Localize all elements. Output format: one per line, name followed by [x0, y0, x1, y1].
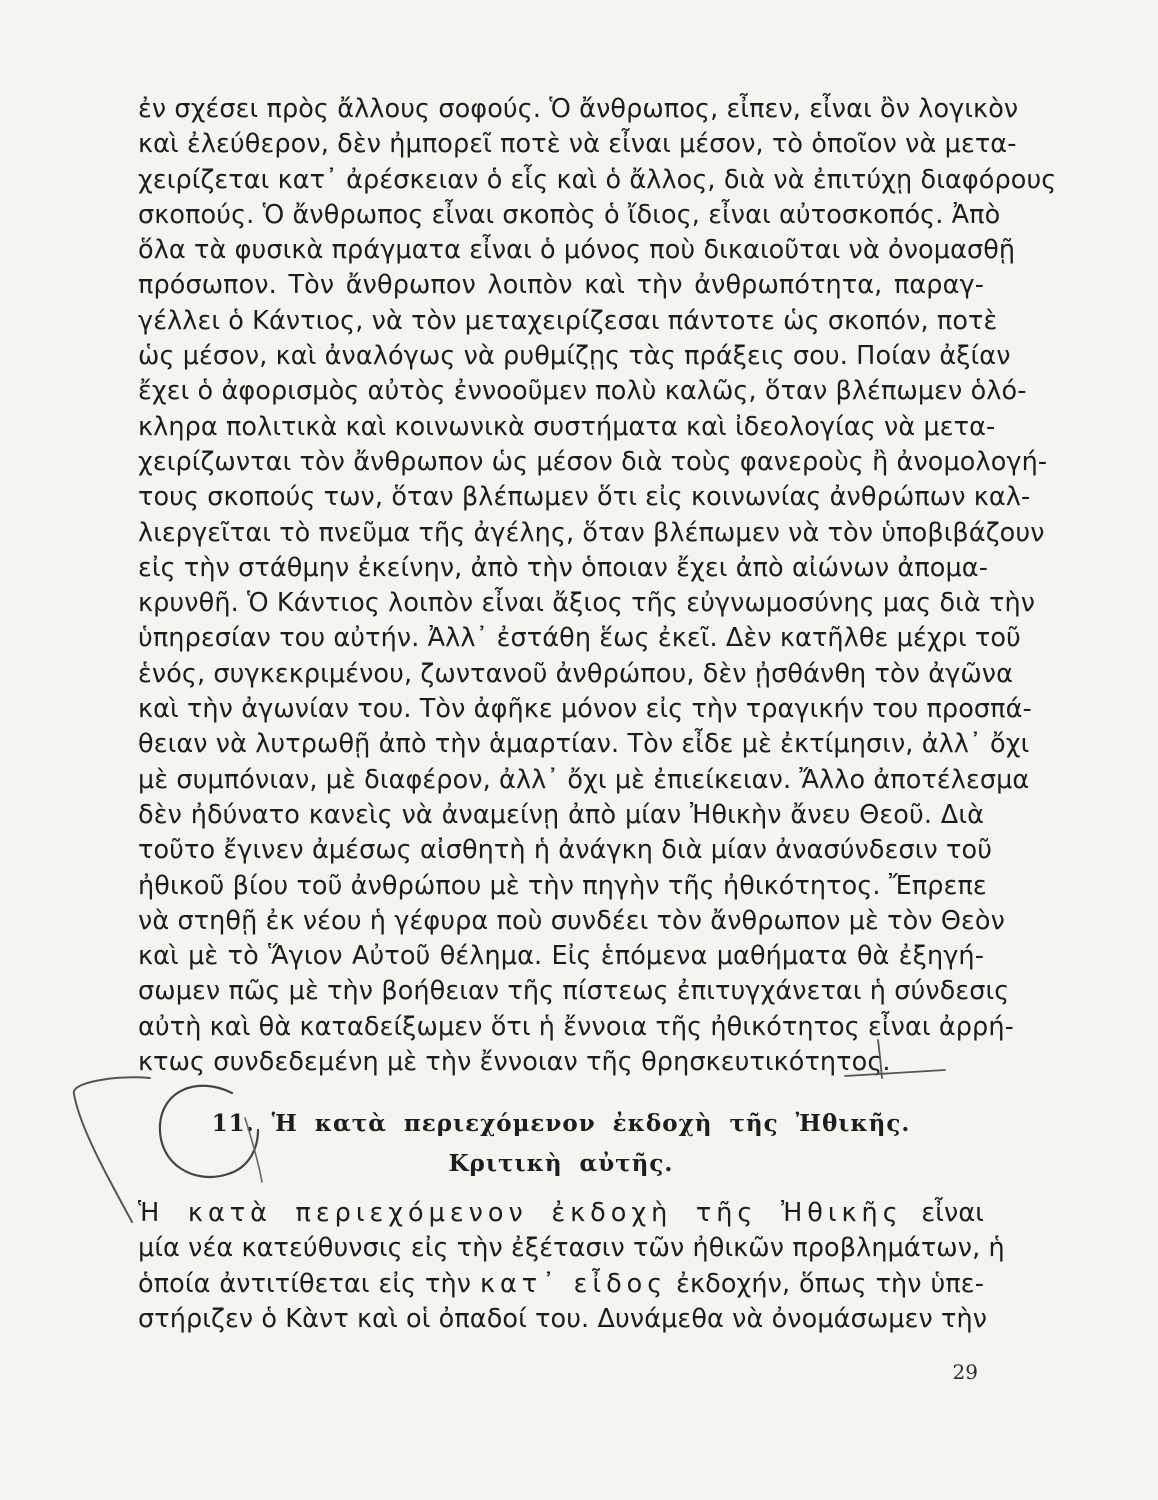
text-line: ἐν σχέσει πρὸς ἄλλους σοφούς. Ὁ ἄνθρωπος, εἶπεν, εἶναι ὂν λογικὸν: [138, 94, 1019, 124]
spaced-term: κατ᾽ εἶδος: [479, 1268, 668, 1299]
text-line: ἔχει ὁ ἀφορισμὸς αὐτὸς ἐννοοῦμεν πολὺ καλῶς, ὅταν βλέπωμεν ὁλό-: [138, 376, 1027, 407]
text-fragment: ὁποία ἀντιτίθεται εἰς τὴν: [138, 1268, 480, 1299]
text-line: καὶ τὴν ἀγωνίαν του. Τὸν ἀφῆκε μόνον εἰς τὴν τραγικήν του προσπά-: [138, 694, 1032, 725]
text-fragment: εἶναι: [902, 1198, 985, 1228]
text-line: θειαν νὰ λυτρωθῇ ἀπὸ τὴν ἁμαρτίαν. Τὸν εἶδε μὲ ἐκτίμησιν, ἀλλ᾽ ὄχι: [138, 729, 1030, 760]
text-line: [138, 1267, 984, 1302]
text-fragment: ἐκδοχήν, ὅπως τὴν ὑπε-: [667, 1268, 984, 1299]
section-heading-line-2: Κριτικὴ αὐτῆς.: [448, 1150, 674, 1177]
section-heading-line-1: 11. Ἡ κατὰ περιεχόμενον ἐκδοχὴ τῆς Ἠθικῆς.: [211, 1110, 911, 1137]
text-line: [138, 1196, 984, 1231]
text-line: κρυνθῆ. Ὁ Κάντιος λοιπὸν εἶναι ἄξιος τῆς εὐγνωμοσύνης μας διὰ τὴν: [138, 588, 1036, 619]
text-line: ὅλα τὰ φυσικὰ πράγματα εἶναι ὁ μόνος ποὺ δικαιοῦται νὰ ὀνομασθῇ: [138, 235, 1016, 266]
text-line: λιεργεῖται τὸ πνεῦμα τῆς ἀγέλης, ὅταν βλέπωμεν νὰ τὸν ὑποβιβάζουν: [138, 517, 1045, 548]
text-line: αὐτὴ καὶ θὰ καταδείξωμεν ὅτι ἡ ἔννοια τῆς ἠθικότητος εἶναι ἀρρή-: [138, 1011, 1014, 1042]
text-line: σωμεν πῶς μὲ τὴν βοήθειαν τῆς πίστεως ἐπιτυγχάνεται ἡ σύνδεσις: [138, 976, 1010, 1007]
text-line: χειρίζωνται τὸν ἄνθρωπον ὡς μέσον διὰ τοὺς φανεροὺς ἢ ἀνομολογή-: [138, 446, 1048, 477]
text-line: κτως συνδεδεμένη μὲ τὴν ἔννοιαν τῆς θρησκευτικότητος.: [138, 1047, 891, 1078]
spaced-term: Ἡ κατὰ περιεχόμενον ἐκδοχὴ τῆς Ἠθικῆς: [138, 1198, 903, 1228]
text-line: τους σκοπούς των, ὅταν βλέπωμεν ὅτι εἰς κοινωνίας ἀνθρώπων καλ-: [138, 482, 1031, 513]
text-line: εἰς τὴν στάθμην ἐκείνην, ἀπὸ τὴν ὁποιαν ἔχει ἀπὸ αἰώνων ἀπομα-: [138, 552, 989, 583]
text-line: καὶ μὲ τὸ Ἅγιον Αὐτοῦ θέλημα. Εἰς ἑπόμενα μαθήματα θὰ ἐξηγή-: [138, 941, 984, 972]
text-line: τοῦτο ἔγινεν ἀμέσως αἰσθητὴ ἡ ἀνάγκη διὰ μίαν ἀνασύνδεσιν τοῦ: [138, 835, 993, 866]
text-line: κληρα πολιτικὰ καὶ κοινωνικὰ συστήματα καὶ ἰδεολογίας νὰ μετα-: [138, 411, 996, 442]
text-line: χειρίζεται κατ᾽ ἀρέσκειαν ὁ εἷς καὶ ὁ ἄλλος, διὰ νὰ ἐπιτύχῃ διαφόρους: [138, 164, 1057, 195]
paragraph-kant-critique: [138, 92, 1057, 1080]
text-line: μία νέα κατεύθυνσις εἰς τὴν ἐξέτασιν τῶν ἠθικῶν προβλημάτων, ἡ: [138, 1233, 1005, 1264]
paragraph-material-ethics: [138, 1196, 1005, 1337]
text-line: ὑπηρεσίαν του αὐτήν. Ἀλλ᾽ ἐστάθη ἕως ἐκεῖ. Δὲν κατῆλθε μέχρι τοῦ: [138, 623, 1021, 654]
text-line: νὰ στηθῇ ἐκ νέου ἡ γέφυρα ποὺ συνδέει τὸν ἄνθρωπον μὲ τὸν Θεὸν: [138, 905, 1005, 936]
text-line: μὲ συμπόνιαν, μὲ διαφέρον, ἀλλ᾽ ὄχι μὲ ἐπιείκειαν. Ἄλλο ἀποτέλεσμα: [138, 764, 1030, 795]
page-number: 29: [952, 1360, 978, 1384]
text-line: ἠθικοῦ βίου τοῦ ἀνθρώπου μὲ τὴν πηγὴν τῆς ἠθικότητος. Ἔπρεπε: [138, 870, 987, 901]
text-line: σκοπούς. Ὁ ἄνθρωπος εἶναι σκοπὸς ὁ ἴδιος, εἶναι αὐτοσκοπός. Ἀπὸ: [138, 199, 1001, 230]
text-line: πρόσωπον. Τὸν ἄνθρωπον λοιπὸν καὶ τὴν ἀνθρωπότητα, παραγ-: [138, 270, 984, 301]
text-line: ἑνός, συγκεκριμένου, ζωντανοῦ ἀνθρώπου, δὲν ᾐσθάνθη τὸν ἀγῶνα: [138, 658, 1014, 689]
text-line: γέλλει ὁ Κάντιος, νὰ τὸν μεταχειρίζεσαι πάντοτε ὡς σκοπόν, ποτὲ: [138, 305, 998, 336]
text-line: καὶ ἐλεύθερον, δὲν ἠμπορεῖ ποτὲ νὰ εἶναι μέσον, τὸ ὁποῖον νὰ μετα-: [138, 129, 1017, 160]
text-line: δὲν ἠδύνατο κανεὶς νὰ ἀναμείνῃ ἀπὸ μίαν Ἠθικὴν ἄνευ Θεοῦ. Διὰ: [138, 799, 984, 830]
text-line: στήριζεν ὁ Κὰντ καὶ οἱ ὀπαδοί του. Δυνάμεθα νὰ ὀνομάσωμεν τὴν: [138, 1303, 988, 1334]
text-line: ὡς μέσον, καὶ ἀναλόγως νὰ ρυθμίζῃς τὰς πράξεις σου. Ποίαν ἀξίαν: [138, 341, 1011, 372]
